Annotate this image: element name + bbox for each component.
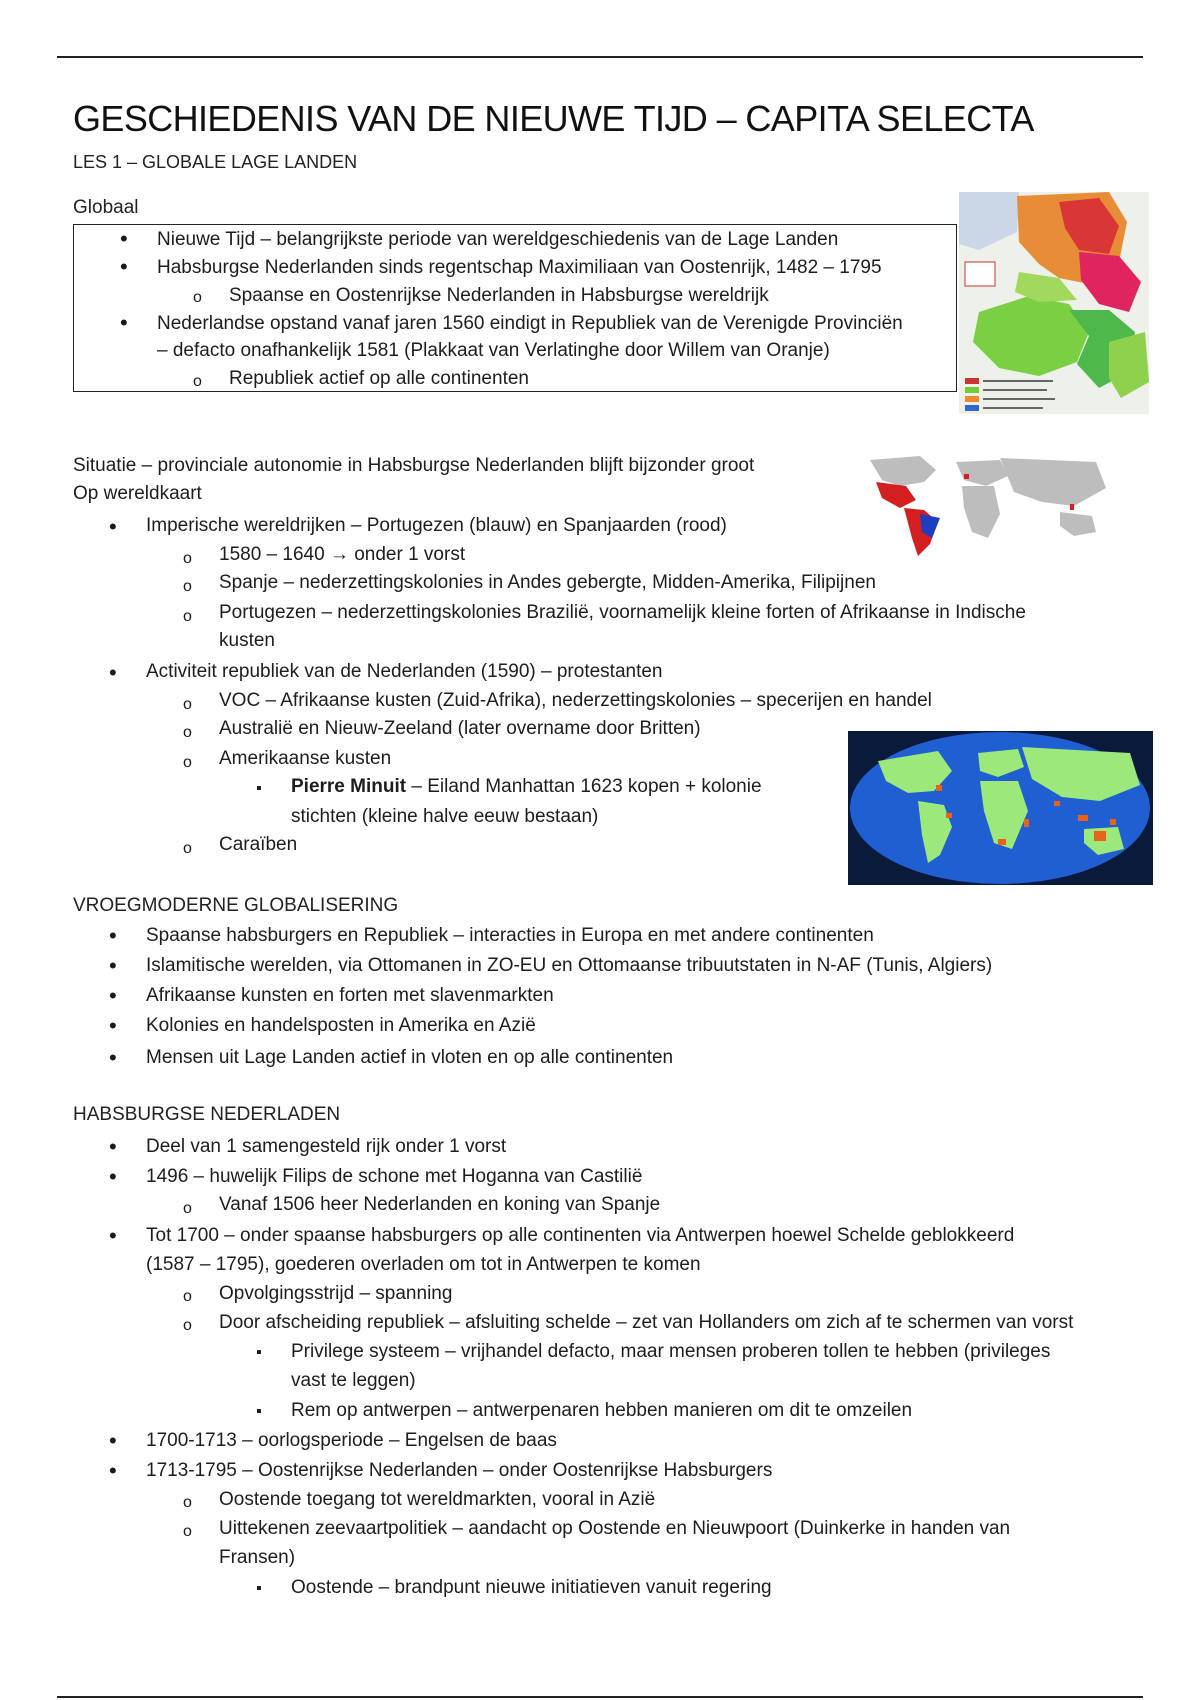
list-item: Kolonies en handelsposten in Amerika en Azië bbox=[146, 1015, 536, 1036]
bullet-icon bbox=[109, 1014, 117, 1040]
list-item: Activiteit republiek van de Nederlanden (1590) – protestanten bbox=[146, 661, 663, 682]
wereldkaart-label: Op wereldkaart bbox=[73, 483, 202, 504]
circle-bullet-icon bbox=[193, 369, 202, 394]
list-item: Habsburgse Nederlanden sinds regentschap Maximiliaan van Oostenrijk, 1482 – 1795 bbox=[157, 257, 882, 278]
circle-bullet-icon bbox=[183, 692, 192, 717]
list-item: Nieuwe Tijd – belangrijkste periode van wereldgeschiedenis van de Lage Landen bbox=[157, 229, 839, 250]
circle-bullet-icon bbox=[183, 750, 192, 775]
pierre-minuit-name: Pierre Minuit bbox=[291, 776, 407, 797]
pierre-minuit-text: – Eiland Manhattan 1623 kopen + kolonie bbox=[406, 776, 762, 797]
list-item: 1713-1795 – Oostenrijkse Nederlanden – onder Oostenrijkse Habsburgers bbox=[146, 1460, 773, 1481]
list-item: Spaanse en Oostenrijkse Nederlanden in Habsburgse wereldrijk bbox=[229, 285, 769, 306]
list-item: Spaanse habsburgers en Republiek – interacties in Europa en met andere continenten bbox=[146, 925, 874, 946]
list-item: Vanaf 1506 heer Nederlanden en koning van Spanje bbox=[219, 1194, 661, 1215]
situatie-line: Situatie – provinciale autonomie in Habsburgse Nederlanden blijft bijzonder groot bbox=[73, 455, 755, 476]
circle-bullet-icon bbox=[183, 546, 192, 571]
list-item-continuation: kusten bbox=[219, 630, 275, 651]
circle-bullet-icon bbox=[183, 1284, 192, 1309]
list-item: Opvolgingsstrijd – spanning bbox=[219, 1283, 453, 1304]
list-item: Tot 1700 – onder spaanse habsburgers op alle continenten via Antwerpen hoewel Schelde geblokkeerd bbox=[146, 1225, 1015, 1246]
bullet-icon bbox=[109, 1459, 117, 1485]
bullet-icon bbox=[109, 1135, 117, 1161]
list-item: Privilege systeem – vrijhandel defacto, maar mensen proberen tollen te hebben (privileges bbox=[291, 1341, 1051, 1362]
square-bullet-icon bbox=[256, 1399, 262, 1424]
list-item: Portugezen – nederzettingskolonies Brazilië, voornamelijk kleine forten of Afrikaanse in Indische bbox=[219, 602, 1026, 623]
circle-bullet-icon bbox=[183, 1196, 192, 1221]
list-item: Nederlandse opstand vanaf jaren 1560 eindigt in Republiek van de Verenigde Provinciën bbox=[157, 313, 903, 334]
top-rule bbox=[57, 56, 1143, 58]
page-title: GESCHIEDENIS VAN DE NIEUWE TIJD – CAPITA SELECTA bbox=[73, 98, 1034, 139]
bullet-icon bbox=[109, 1224, 117, 1250]
circle-bullet-icon bbox=[183, 574, 192, 599]
world-map-empires-icon bbox=[860, 452, 1110, 564]
circle-bullet-icon bbox=[183, 1313, 192, 1338]
bottom-rule bbox=[57, 1696, 1143, 1698]
list-item: VOC – Afrikaanse kusten (Zuid-Afrika), nederzettingskolonies – specerijen en handel bbox=[219, 690, 932, 711]
bullet-icon bbox=[109, 1165, 117, 1191]
list-item: Uittekenen zeevaartpolitiek – aandacht op Oostende en Nieuwpoort (Duinkerke in handen van bbox=[219, 1518, 1011, 1539]
circle-bullet-icon bbox=[183, 604, 192, 629]
page-subtitle: LES 1 – GLOBALE LAGE LANDEN bbox=[73, 152, 358, 172]
world-map-dutch-colonies-icon bbox=[848, 731, 1153, 885]
vroegmodern-heading: VROEGMODERNE GLOBALISERING bbox=[73, 895, 399, 916]
bullet-icon bbox=[109, 515, 117, 541]
list-item: 1700-1713 – oorlogsperiode – Engelsen de baas bbox=[146, 1430, 557, 1451]
circle-bullet-icon bbox=[193, 285, 202, 310]
list-item-continuation: stichten (kleine halve eeuw bestaan) bbox=[291, 806, 599, 827]
square-bullet-icon bbox=[256, 1340, 262, 1365]
square-bullet-icon bbox=[256, 776, 262, 801]
list-item: 1580 – 1640 → onder 1 vorst bbox=[219, 544, 466, 565]
habsburgs-heading: HABSBURGSE NEDERLADEN bbox=[73, 1104, 341, 1125]
list-item: Deel van 1 samengesteld rijk onder 1 vorst bbox=[146, 1136, 507, 1157]
list-item: Oostende – brandpunt nieuwe initiatieven vanuit regering bbox=[291, 1577, 772, 1598]
list-item-continuation: vast te leggen) bbox=[291, 1370, 416, 1391]
list-item: Rem op antwerpen – antwerpenaren hebben manieren om dit te omzeilen bbox=[291, 1400, 913, 1421]
list-item bbox=[291, 775, 762, 799]
map-low-countries-icon bbox=[959, 192, 1149, 414]
list-item-continuation: – defacto onafhankelijk 1581 (Plakkaat van Verlatinghe door Willem van Oranje) bbox=[157, 340, 830, 361]
bullet-icon bbox=[109, 954, 117, 980]
list-item: Amerikaanse kusten bbox=[219, 748, 392, 769]
bullet-icon bbox=[120, 255, 128, 281]
bullet-icon bbox=[120, 311, 128, 337]
bullet-icon bbox=[120, 227, 128, 253]
list-item: Caraïben bbox=[219, 834, 298, 855]
bullet-icon bbox=[109, 661, 117, 687]
circle-bullet-icon bbox=[183, 1490, 192, 1515]
circle-bullet-icon bbox=[183, 1519, 192, 1544]
circle-bullet-icon bbox=[183, 720, 192, 745]
bullet-icon bbox=[109, 1429, 117, 1455]
list-item: Republiek actief op alle continenten bbox=[229, 368, 529, 389]
list-item: Door afscheiding republiek – afsluiting schelde – zet van Hollanders om zich af te schermen van vorst bbox=[219, 1312, 1074, 1333]
list-item: 1496 – huwelijk Filips de schone met Hoganna van Castilië bbox=[146, 1166, 643, 1187]
list-item: Spanje – nederzettingskolonies in Andes gebergte, Midden-Amerika, Filipijnen bbox=[219, 572, 876, 593]
list-item-continuation: (1587 – 1795), goederen overladen om tot in Antwerpen te komen bbox=[146, 1254, 701, 1275]
circle-bullet-icon bbox=[183, 836, 192, 861]
list-item: Afrikaanse kunsten en forten met slavenmarkten bbox=[146, 985, 554, 1006]
globaal-heading: Globaal bbox=[73, 197, 139, 218]
list-item: Islamitische werelden, via Ottomanen in ZO-EU en Ottomaanse tribuutstaten in N-AF (Tunis, Algiers) bbox=[146, 955, 993, 976]
bullet-icon bbox=[109, 984, 117, 1010]
bullet-icon bbox=[109, 1046, 117, 1072]
list-item: Australië en Nieuw-Zeeland (later overname door Britten) bbox=[219, 718, 701, 739]
list-item: Mensen uit Lage Landen actief in vloten en op alle continenten bbox=[146, 1047, 674, 1068]
bullet-icon bbox=[109, 924, 117, 950]
list-item: Imperische wereldrijken – Portugezen (blauw) en Spanjaarden (rood) bbox=[146, 515, 727, 536]
list-item-continuation: Fransen) bbox=[219, 1547, 296, 1568]
list-item: Oostende toegang tot wereldmarkten, vooral in Azië bbox=[219, 1489, 656, 1510]
square-bullet-icon bbox=[256, 1576, 262, 1601]
